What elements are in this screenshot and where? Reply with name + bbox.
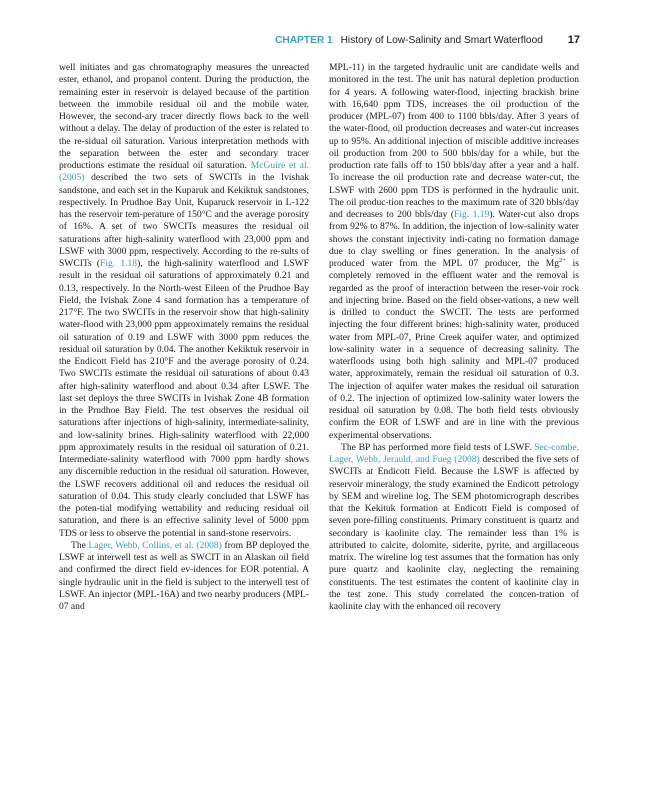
right-column <box>329 62 579 613</box>
left-paragraph-2 <box>59 540 309 614</box>
chapter-label: CHAPTER 1 <box>274 35 333 46</box>
text-run: well initiates and gas chromatography measures the unreacted ester, ethanol, and propanol content. During the production, the remaining ester in reservoir is delayed because of the partition between the immobile residual oil and the mobile water. However, the second-ary tracer directly flows back to the well without a delay. The delay of production of the ester is related to the re-sidual oil saturation. Various interpretation methods with the separation between the ester and secondary tracer productions estimate the residual oil saturation. <box>59 62 309 171</box>
figure-link-1-18[interactable]: Fig. 1.18 <box>100 258 138 269</box>
text-run: from BP deployed the LSWF at interwell test as well as SWCIT in an Alaskan oil field and confirmed the direct field ev-idences for EOR potential. A single hydraulic unit in the field is subject to the interwell test of LSWF. An injector (MPL-16A) and two nearby producers (MPL-07 and <box>59 539 309 612</box>
text-run: The <box>71 539 89 551</box>
citation-link-lager[interactable]: Lager, Webb, Collins, et al. (2008) <box>88 539 222 551</box>
right-paragraph-2 <box>329 442 579 614</box>
text-run: ). Water-cut also drops from 92% to 87%. In addition, the injection of low-salinity water shows the constant injectivity indi-cating no formation damage due to clay swelling or fines generation. In the analysis of produced water from the MPL 07 producer, the Mg <box>329 209 579 269</box>
citation-link-seccombe[interactable]: Sec-combe, Lager, Webb, Jerauld, and Fueg (2008) <box>329 441 579 465</box>
text-run: MPL-11) in the targeted hydraulic unit are candidate wells and monitored in the test. The unit has natural depletion production for 4 years. A following water-flood, injecting brackish brine with 16,640 ppm TDS, increases the oil production of the producer (MPL-07) from 400 to 1100 bbls/day. After 3 years of the water-flood, oil production decreases and water-cut increases up to 95%. An additional injection of miscible additive increases oil production from 200 to 500 bbls/day for a while, but the production rate falls off to 150 bbls/day after a year and a half. To increase the oil production rate and decrease water-cut, the LSWF with 2600 ppm TDS is performed in the hydraulic unit. The oil produc-tion reaches to the maximum rate of 320 bbls/day and decreases to 200 bbls/day ( <box>329 62 579 220</box>
left-column <box>59 62 309 613</box>
running-header <box>0 34 580 46</box>
text-run: described the five sets of SWCITs at Endicott Field. Because the LSWF is affected by reservoir mineralogy, the study examined the Endicott petrology by SEM and wireline log. The SEM photomicrograph describes that the Kekituk formation at Endicott Field is composed of seven pore-filling constituents. Primary constituent is quartz and secondary is kaolinite clay. The remainder less than 1% is attributed to calcite, dolomite, siderite, pyrite, and argillaceous matrix. The wireline log test assumes that the formation has only pure quartz and kaolinite clay, neglecting the remaining constituents. The test estimates the content of kaolinite clay in the test zone. This study correlated the concen-tration of kaolinite clay with the enhanced oil recovery <box>329 454 579 612</box>
text-run: is completely removed in the effluent water and the removal is regarded as the proof of interaction between the reser-voir rock and injecting brine. Based on the field obser-vations, a new well is drilled to conduct the SWCIT. The tests are performed injecting the four different brines: high-salinity water, produced water from MPL-07, Prine Creek aquifer water, and optimized low-salinity water in a sequence of decreasing salinity. The waterfloods using both high salinity and MPL-07 produced water, approximately, remain the residual oil saturation of 0.3. The injection of aquifer water makes the residual oil saturation of 0.2. The injection of optimized low-salinity water lowers the residual oil saturation by 0.08. The both field tests obviously confirm the EOR of LSWF and are in line with the previous experimental observations. <box>329 258 579 441</box>
figure-link-1-19[interactable]: Fig. 1.19 <box>454 209 490 220</box>
citation-link-mcguire[interactable]: McGuire et al. (2005) <box>59 160 309 184</box>
text-run: The BP has performed more field tests of LSWF. <box>341 441 535 453</box>
superscript-charge: 2+ <box>559 256 566 264</box>
text-run: described the two sets of SWCITs in the Ivishak sandstone, and each set in the Kuparuk and Kekiktuk sandstones, respectively. In Prudhoe Bay Unit, Kuparuck reservoir in L-122 has the reservoir tem-perature of 150°C and the average porosity of 16%. A set of two SWCITs measures the residual oil saturations after high-salinity waterflood with 23,000 ppm and LSWF with 3000 ppm, respectively. According to the re-sults of SWCITs ( <box>59 172 309 269</box>
right-paragraph-1 <box>329 62 579 442</box>
page-number: 17 <box>567 34 580 46</box>
text-run: ), the high-salinity waterflood and LSWF result in the residual oil saturations of approximately 0.21 and 0.13, respectively. In the North-west Eileen of the Prudhoe Bay Field, the Ivishak Zone 4 sand formation has a temperature of 217°F. The two SWCITs in the reservoir show that high-salinity water-flood with 23,000 ppm approximately remains the residual oil saturation of 0.19 and LSWF with 3000 ppm reduces the residual oil saturation by 0.04. The another Kekiktuk reservoir in the Endicott Field has 210°F and the average porosity of 0.24. Two SWCITs estimate the residual oil saturations of about 0.43 after high-salinity waterflood and about 0.34 after LSWF. The last set deploys the three SWCITs in Ivishak Zone 4B formation in the Prudhoe Bay Field. The test observes the residual oil saturations after injections of high-salinity, intermediate-salinity, and low-salinity brines. High-salinity waterflood with 22,000 ppm approximately results in the residual oil saturation of 0.21. Intermediate-salinity waterflood with 7000 ppm hardly shows any discernible reduction in the residual oil saturation. However, the LSWF recovers additional oil and reduces the residual oil saturation of 0.04. This study clearly concluded that LSWF has the poten-tial modifying wettability and reducing residual oil saturation, and there is an effective salinity level of 5000 ppm TDS or less to observe the potential in sand-stone reservoirs. <box>59 258 309 539</box>
chapter-title: History of Low-Salinity and Smart Waterflood <box>340 35 543 46</box>
left-paragraph-1 <box>59 62 309 540</box>
